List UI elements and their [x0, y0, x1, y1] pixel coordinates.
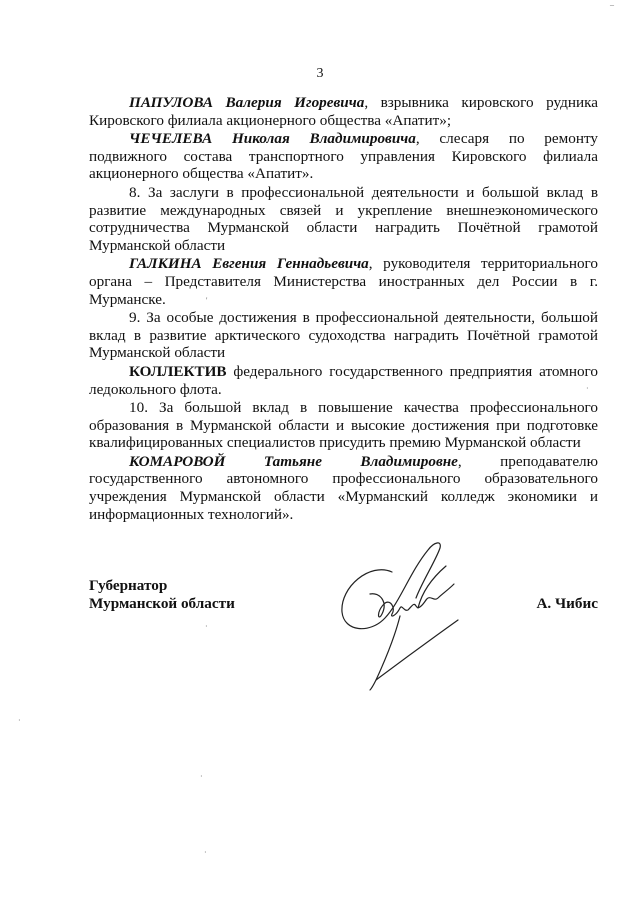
award-entry-papulov: [89, 94, 598, 129]
awardee-name: ПАПУЛОВА Валерия Игоревича: [129, 94, 365, 111]
scan-speck: ·: [205, 622, 208, 631]
scan-speck: ·: [586, 384, 589, 393]
awardee-description: , взрывника кировского рудника Кировского филиала акционерного общества «Апатит»;: [89, 94, 599, 129]
awardee-name: ГАЛКИНА Евгения Геннадьевича: [129, 255, 369, 273]
scan-speck: ·: [204, 848, 207, 857]
award-entry-komarova: [89, 453, 598, 523]
signatory-position: [89, 577, 235, 612]
signatory-name: А. Чибис: [536, 595, 598, 612]
scan-speck: ·: [200, 772, 203, 781]
award-entry-chechelev: [89, 130, 598, 183]
scan-speck: –: [610, 0, 614, 9]
awardee-name: ЧЕЧЕЛЕВА Николая Владимировича: [129, 130, 416, 148]
awardee-description: , руководителя территориального органа – Представителя Министерства иностранных дел России в г. Мурманске.: [89, 255, 598, 308]
page-number: 3: [316, 66, 324, 81]
document-body: [89, 94, 598, 524]
signatory-title: Губернатор: [89, 577, 168, 594]
scan-speck: ·: [18, 716, 21, 725]
awardee-description: , слесаря по ремонту подвижного состава транспортного управления Кировского филиала акционерного общества «Апатит».: [89, 130, 599, 183]
handwritten-signature: [330, 532, 470, 692]
awardee-description: федерального государственного предприятия атомного ледокольного флота.: [89, 362, 598, 398]
decree-item-9: 9. За особые достижения в профессиональной деятельности, большой вклад в развитие арктического судоходства наградить Почётной грамотой Мурманской области: [89, 309, 598, 362]
decree-item-8: 8. За заслуги в профессиональной деятельности и большой вклад в развитие международных связей и укрепление внешнеэкономического сотрудничества Мурманской области наградить Почётной грамотой Мурманской области: [89, 183, 598, 254]
awardee-name: КОЛЛЕКТИВ: [129, 362, 227, 380]
award-entry-galkin: [89, 255, 598, 308]
awardee-name: КОМАРОВОЙ Татьяне Владимировне: [129, 452, 458, 470]
decree-item-10: 10. За большой вклад в повышение качества профессионального образования в Мурманской области и высокие достижения при подготовке квалифицированных специалистов присудить премию Мурманской области: [89, 399, 598, 452]
signatory-region: Мурманской области: [89, 594, 235, 612]
scan-speck: ': [206, 296, 208, 305]
awardee-description: , преподавателю государственного автономного профессионального образовательного учреждения Мурманской области «Мурманский колледж экономики и информационных технологий».: [89, 452, 598, 523]
award-entry-collective: [89, 363, 598, 398]
